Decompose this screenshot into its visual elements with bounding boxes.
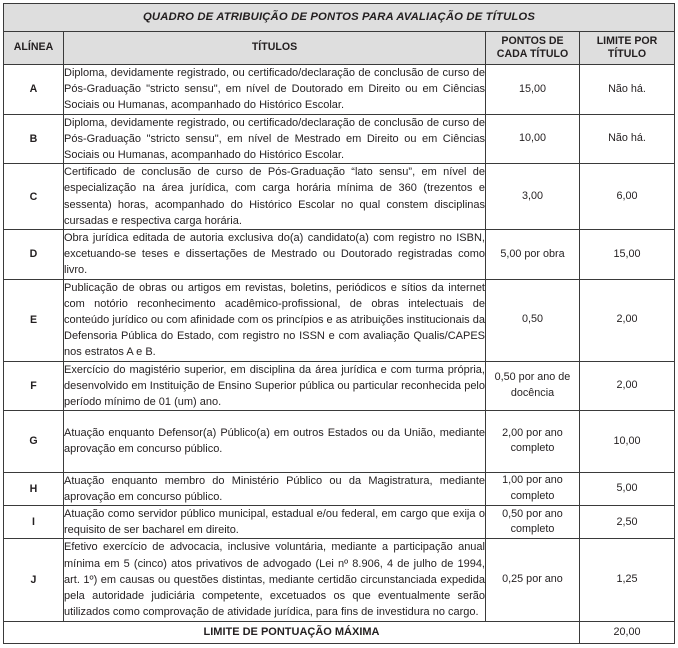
- row-pontos: 0,25 por ano: [486, 539, 580, 621]
- row-alinea: H: [4, 472, 64, 505]
- table-row: [4, 506, 675, 539]
- table-header-row: [4, 32, 675, 65]
- row-pontos: 0,50 por ano completo: [486, 506, 580, 539]
- table-banner-row: [4, 4, 675, 32]
- row-alinea: J: [4, 539, 64, 621]
- row-alinea: F: [4, 361, 64, 411]
- table-row: [4, 361, 675, 411]
- footer-total-value: 20,00: [580, 621, 675, 643]
- table-row: [4, 472, 675, 505]
- table-row: [4, 114, 675, 164]
- table-row: [4, 411, 675, 472]
- table-footer-row: [4, 621, 675, 643]
- row-titulo: Exercício do magistério superior, em disciplina da área jurídica e com turma própria, desenvolvido em Instituição de Ensino Superior pública ou particular reconhecida pelo período mínimo de 01 (um) ano.: [64, 361, 486, 411]
- row-titulo: Atuação como servidor público municipal, estadual e/ou federal, em cargo que exija o requisito de ser bacharel em direito.: [64, 506, 486, 539]
- row-limite: 15,00: [580, 230, 675, 280]
- row-limite: 6,00: [580, 164, 675, 230]
- points-attribution-table: [3, 3, 675, 644]
- table-title: QUADRO DE ATRIBUIÇÃO DE PONTOS PARA AVALIAÇÃO DE TÍTULOS: [4, 4, 675, 32]
- column-header-alinea: ALÍNEA: [4, 32, 64, 65]
- table-row: [4, 279, 675, 361]
- column-header-pontos-line1: PONTOS DE: [501, 34, 564, 47]
- row-titulo: Efetivo exercício de advocacia, inclusive voluntária, mediante a participação anual mínima em 5 (cinco) atos privativos de advogado (Lei nº 8.906, 4 de julho de 1994, art. 1º) em causas ou questões distintas, mediante certidão circunstanciada expedida pela autoridade judiciária competente, excetuados os que eventualmente serão utilizados como comprovação de atividade jurídica, para fins de investidura no cargo.: [64, 539, 486, 621]
- row-limite: 1,25: [580, 539, 675, 621]
- table-row: [4, 539, 675, 621]
- row-pontos: 3,00: [486, 164, 580, 230]
- row-limite: 2,50: [580, 506, 675, 539]
- row-titulo: Obra jurídica editada de autoria exclusiva do(a) candidato(a) com registro no ISBN, excetuando-se teses e dissertações de Mestrado ou Doutorado registradas como livro.: [64, 230, 486, 280]
- table-row: [4, 164, 675, 230]
- row-pontos: 2,00 por ano completo: [486, 411, 580, 472]
- row-alinea: E: [4, 279, 64, 361]
- row-pontos: 0,50 por ano de docência: [486, 361, 580, 411]
- row-alinea: D: [4, 230, 64, 280]
- row-limite: 5,00: [580, 472, 675, 505]
- row-pontos: 1,00 por ano completo: [486, 472, 580, 505]
- row-limite: 10,00: [580, 411, 675, 472]
- footer-total-label: LIMITE DE PONTUAÇÃO MÁXIMA: [4, 621, 580, 643]
- row-pontos: 10,00: [486, 114, 580, 164]
- row-alinea: A: [4, 65, 64, 115]
- table-row: [4, 230, 675, 280]
- row-titulo: Diploma, devidamente registrado, ou certificado/declaração de conclusão de curso de Pós-Graduação "stricto sensu", em nível de Doutorado em Direito ou em Ciências Sociais ou Humanas, acompanhado do Histórico Escolar.: [64, 65, 486, 115]
- row-pontos: 5,00 por obra: [486, 230, 580, 280]
- row-alinea: I: [4, 506, 64, 539]
- column-header-limite-line2: TÍTULO: [607, 48, 647, 60]
- row-pontos: 0,50: [486, 279, 580, 361]
- row-alinea: B: [4, 114, 64, 164]
- row-titulo: Diploma, devidamente registrado, ou certificado/declaração de conclusão de curso de Pós-Graduação "stricto sensu", em nível de Mestrado em Direito ou em Ciências Sociais ou Humanas, acompanhado do Histórico Escolar.: [64, 114, 486, 164]
- column-header-limite-line1: LIMITE POR: [596, 34, 658, 47]
- row-limite: 2,00: [580, 279, 675, 361]
- row-titulo: Certificado de conclusão de curso de Pós-Graduação “lato sensu”, em nível de especialização na área jurídica, com carga horária mínima de 360 (trezentos e sessenta) horas, acompanhado do Histórico Escolar no qual constem disciplinas cursadas e respectiva carga horária.: [64, 164, 486, 230]
- row-limite: Não há.: [580, 65, 675, 115]
- column-header-limite: [580, 32, 675, 65]
- table-row: [4, 65, 675, 115]
- row-titulo: Atuação enquanto Defensor(a) Público(a) em outros Estados ou da União, mediante aprovação em concurso público.: [64, 411, 486, 472]
- column-header-pontos: [486, 32, 580, 65]
- row-alinea: C: [4, 164, 64, 230]
- row-alinea: G: [4, 411, 64, 472]
- row-limite: 2,00: [580, 361, 675, 411]
- column-header-titulos: TÍTULOS: [64, 32, 486, 65]
- row-pontos: 15,00: [486, 65, 580, 115]
- row-limite: Não há.: [580, 114, 675, 164]
- column-header-pontos-line2: CADA TÍTULO: [496, 48, 569, 60]
- row-titulo: Atuação enquanto membro do Ministério Público ou da Magistratura, mediante aprovação em concurso público.: [64, 472, 486, 505]
- row-titulo: Publicação de obras ou artigos em revistas, boletins, periódicos e sítios da internet com notório reconhecimento acadêmico-profissional, de obras intelectuais de conteúdo jurídico ou com afinidade com os princípios e as atribuições institucionais da Defensoria Pública do Estado, com registro no ISSN e com avaliação Qualis/CAPES nos estratos A e B.: [64, 279, 486, 361]
